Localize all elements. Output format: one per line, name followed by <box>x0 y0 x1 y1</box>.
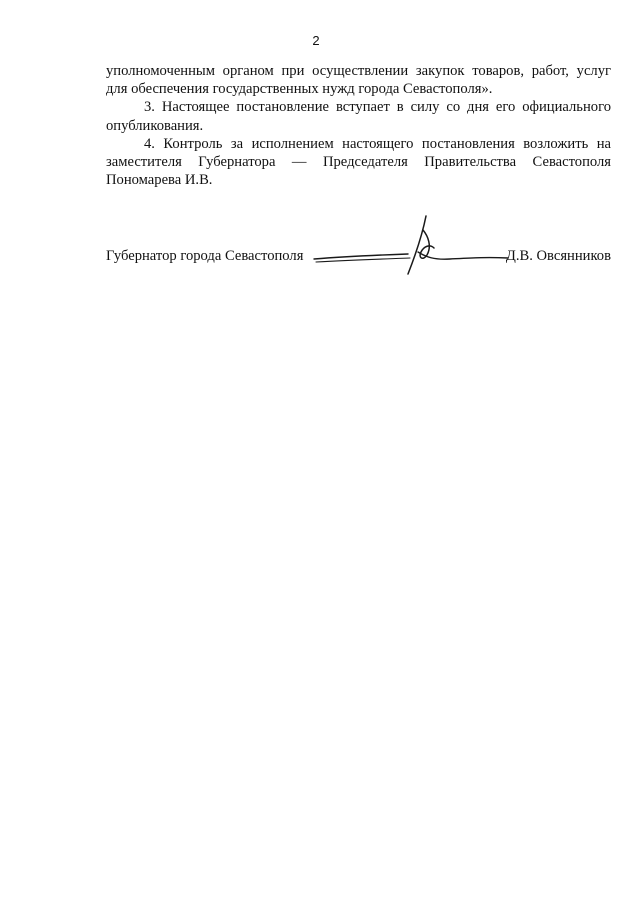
text-line: 3. Настоящее постановление вступает в силу со дня его официального <box>144 99 611 116</box>
signature-stroke <box>316 258 410 262</box>
text-line: опубликования. <box>106 117 204 134</box>
text-line: заместителя Губернатора — Председателя Правительства Севастополя <box>106 154 611 171</box>
paragraph-item-4 <box>106 135 611 190</box>
signature-stroke <box>408 216 426 274</box>
paragraph-item-3 <box>106 98 611 134</box>
page-number: 2 <box>312 33 320 48</box>
text-line: 4. Контроль за исполнением настоящего постановления возложить на <box>144 135 611 152</box>
document-body <box>106 62 611 189</box>
signer-name: Д.В. Овсянников <box>505 248 611 264</box>
signer-position: Губернатор города Севастополя <box>106 248 304 264</box>
paragraph-continuation <box>106 62 611 98</box>
handwritten-signature <box>280 206 510 278</box>
signature-stroke <box>418 252 508 259</box>
text-line: уполномоченным органом при осуществлении закупок товаров, работ, услуг <box>106 63 611 79</box>
text-line: для обеспечения государственных нужд города Севастополя». <box>106 81 493 98</box>
text-line: Пономарева И.В. <box>106 172 213 189</box>
